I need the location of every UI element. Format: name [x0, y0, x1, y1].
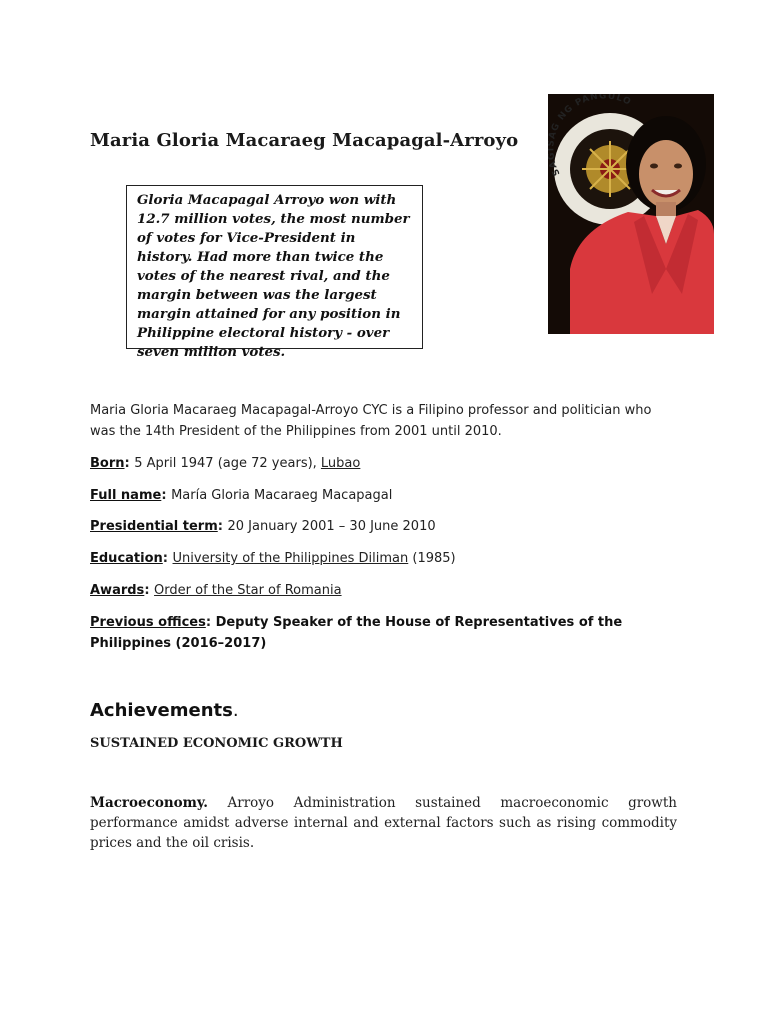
macroeconomy-text: Arroyo Administration sustained macroeconomic growth performance amidst adverse internal and external factors such as rising commodity prices and the oil crisis.: [90, 795, 677, 851]
macroeconomy-label: Macroeconomy.: [90, 795, 208, 811]
term-value: 20 January 2001 – 30 June 2010: [227, 519, 436, 534]
education-row: Education: University of the Philippines Diliman (1985): [90, 551, 456, 566]
born-link[interactable]: Lubao: [320, 456, 361, 471]
previous-offices-label: Previous offices: [90, 615, 206, 630]
born-label: Born: [90, 456, 125, 471]
intro-paragraph: Maria Gloria Macaraeg Macapagal-Arroyo CYC is a Filipino professor and politician who was the 14th President of the Philippines from 2001 until 2010.: [90, 403, 652, 439]
section-subheading: SUSTAINED ECONOMIC GROWTH: [90, 736, 343, 751]
born-row: Born: 5 April 1947 (age 72 years), Lubao: [90, 456, 361, 471]
achievements-heading: [90, 700, 239, 721]
term-label: Presidential term: [90, 519, 218, 534]
quote-text: Gloria Macapagal Arroyo won with 12.7 million votes, the most number of votes for Vice-President in history. Had more than twice the votes of the nearest rival, and the margin between was the largest margin attained for any position in Philippine electoral history - over seven million votes.: [137, 192, 410, 360]
full-name-value: María Gloria Macaraeg Macapagal: [171, 488, 393, 503]
previous-offices-row: Previous offices: Deputy Speaker of the House of Representatives of the Philippines (2016–2017): [90, 615, 623, 651]
awards-row: Awards: Order of the Star of Romania: [90, 583, 342, 598]
awards-link[interactable]: Order of the Star of Romania: [154, 583, 342, 598]
portrait-illustration: [548, 94, 714, 334]
education-link[interactable]: University of the Philippines Diliman: [172, 551, 409, 566]
seal-text: SA AG NG PANGULO: [548, 94, 633, 178]
achievements-heading-suffix: .: [232, 700, 239, 721]
previous-offices-value: Deputy Speaker of the House of Representatives of the Philippines (2016–2017): [90, 615, 623, 651]
education-value: (1985): [408, 551, 456, 566]
full-name-row: Full name: María Gloria Macaraeg Macapagal: [90, 488, 393, 503]
portrait-photo: [548, 94, 714, 334]
achievements-heading-text: Achievements: [90, 700, 233, 721]
quote-box: [126, 185, 423, 360]
awards-label: Awards: [90, 583, 145, 598]
full-name-label: Full name: [90, 488, 162, 503]
education-label: Education: [90, 551, 163, 566]
term-row: Presidential term: 20 January 2001 – 30 June 2010: [90, 519, 436, 534]
born-value: 5 April 1947 (age 72 years),: [134, 456, 321, 471]
macroeconomy-paragraph: [90, 793, 677, 853]
page-title: Maria Gloria Macaraeg Macapagal-Arroyo: [90, 130, 519, 151]
